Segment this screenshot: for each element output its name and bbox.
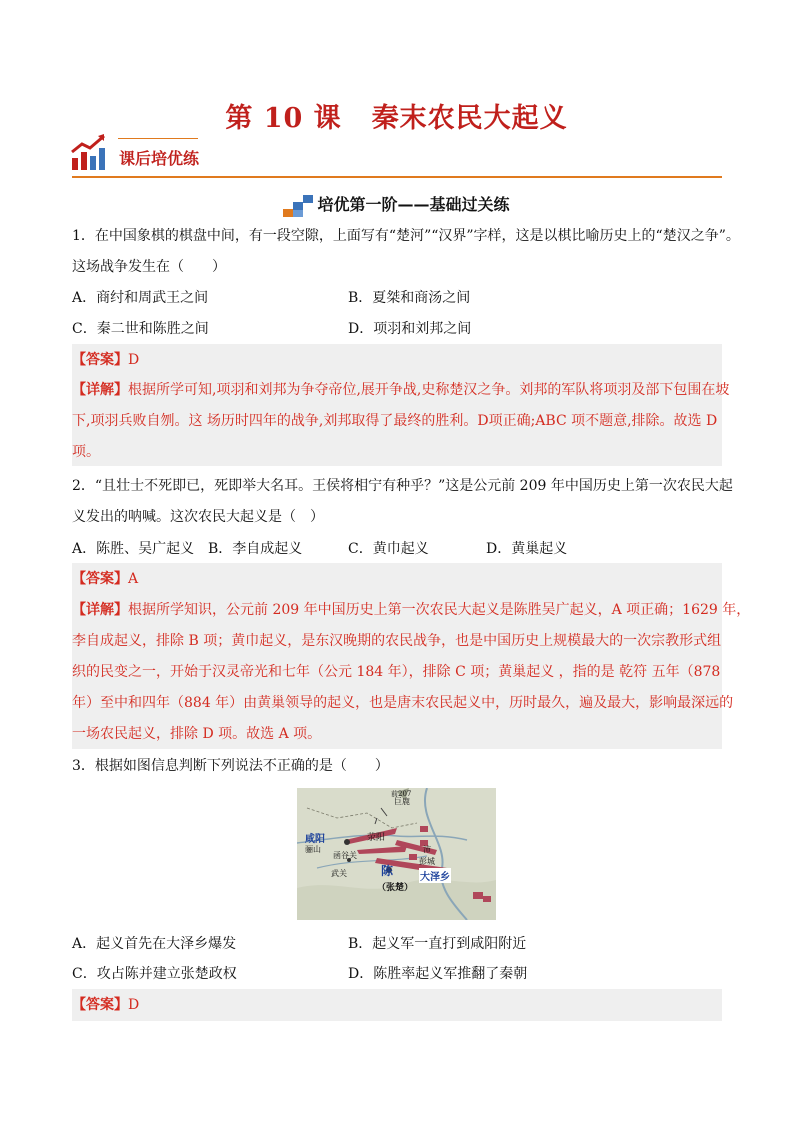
map-label-pengcheng: 彭城 bbox=[419, 857, 435, 866]
q1-answer-value: D bbox=[128, 352, 140, 368]
q1-stem-line-1: 1．在中国象棋的棋盘中间，有一段空隙，上面写有“楚河”“汉界”字样，这是以棋比喻历史上的“楚汉之争”。 bbox=[72, 228, 740, 244]
q1-option-d: D．项羽和刘邦之间 bbox=[348, 321, 472, 337]
q2-option-c: C．黄巾起义 bbox=[348, 541, 429, 557]
map-label-wuguan: 武关 bbox=[331, 869, 347, 878]
header-accent-line bbox=[118, 138, 198, 139]
q1-option-b: B．夏桀和商汤之间 bbox=[348, 290, 471, 306]
map-label-lishan: 骊山 bbox=[305, 845, 321, 854]
map-label-year: 前207 bbox=[391, 790, 412, 798]
lesson-number: 第 10 课 bbox=[225, 103, 342, 134]
q2-detail-line-3: 织的民变之一，开始于汉灵帝光和七年（公元 184 年），排除 C 项；黄巢起义 ，指的是 乾符 五年（878 bbox=[72, 664, 721, 680]
q2-detail-line-2: 李自成起义，排除 B 项；黄巾起义，是东汉晚期的农民战争，也是中国历史上规模最大的一次宗教形式组 bbox=[72, 633, 722, 649]
q1-option-c: C．秦二世和陈胜之间 bbox=[72, 321, 209, 337]
q1-detail-line-2: 下,项羽兵败自刎。这 场历时四年的战争,刘邦取得了最终的胜利。D项正确;ABC 项不题意,排除。故选 D bbox=[72, 413, 718, 429]
q2-stem-line-1: 2．“且壮士不死即已，死即举大名耳。王侯将相宁有种乎？”这是公元前 209 年中国历史上第一次农民大起 bbox=[72, 478, 733, 494]
q2-detail-label: 【详解】 bbox=[72, 602, 128, 618]
q3-stem-line-1: 3．根据如图信息判断下列说法不正确的是（ ） bbox=[72, 758, 389, 774]
q3-option-b: B．起义军一直打到咸阳附近 bbox=[348, 936, 527, 952]
q3-answer bbox=[72, 995, 722, 1015]
map-label-zhangchu: （张楚） bbox=[377, 883, 414, 893]
q2-detail-line-5: 一场农民起义，排除 D 项。故选 A 项。 bbox=[72, 726, 322, 742]
stairs-icon bbox=[283, 195, 313, 217]
map-label-xianyang: 咸阳 bbox=[305, 834, 325, 845]
q3-answer-value: D bbox=[128, 997, 140, 1013]
q1-detail-label: 【详解】 bbox=[72, 382, 128, 398]
q2-detail-line-1: 【详解】根据所学知识，公元前 209 年中国历史上第一次农民大起义是陈胜吴广起义，A 项正确；1629 年， bbox=[72, 602, 751, 618]
q1-option-a: A．商纣和周武王之间 bbox=[72, 290, 209, 306]
q1-stem-line-2: 这场战争发生在（ ） bbox=[72, 259, 226, 275]
stage-title: 培优第一阶——基础过关练 bbox=[317, 195, 510, 214]
q3-option-c: C．攻占陈并建立张楚政权 bbox=[72, 966, 237, 982]
q2-answer bbox=[72, 569, 722, 589]
lesson-name: 秦末农民大起义 bbox=[371, 103, 568, 134]
map-label-xingyang: 荥阳 bbox=[367, 833, 386, 843]
map-label-pei: 沛 bbox=[423, 845, 431, 854]
map-graphic bbox=[297, 788, 496, 920]
q1-answer-label: 【答案】 bbox=[72, 352, 128, 368]
q2-answer-box bbox=[72, 563, 751, 749]
map-label-dazexiang: 大泽乡 bbox=[419, 868, 451, 883]
uprising-map bbox=[297, 788, 496, 920]
q2-option-b: B．李自成起义 bbox=[208, 541, 303, 557]
header-rule bbox=[72, 176, 722, 178]
q1-answer bbox=[72, 350, 722, 370]
q1-detail-line-3: 项。 bbox=[72, 444, 100, 460]
q2-detail-line-4: 年）至中和四年（884 年）由黄巢领导的起义，也是唐末农民起义中，历时最久，遍及最大，影响最深远的 bbox=[72, 695, 734, 711]
rising-chart-icon bbox=[70, 132, 108, 172]
q1-detail-line-1: 【详解】根据所学可知,项羽和刘邦为争夺帝位,展开争战,史称楚汉之争。刘邦的军队将项羽及部下包围在坡 bbox=[72, 382, 730, 398]
q3-option-d: D．陈胜率起义军推翻了秦朝 bbox=[348, 966, 528, 982]
q2-answer-label: 【答案】 bbox=[72, 571, 128, 587]
q2-stem-line-2: 义发出的呐喊。这次农民大起义是（ ） bbox=[72, 509, 324, 525]
q3-answer-label: 【答案】 bbox=[72, 997, 128, 1013]
section-label: 课后培优练 bbox=[119, 149, 200, 168]
map-label-chen: 陈 bbox=[381, 864, 394, 878]
page-title bbox=[0, 96, 793, 135]
q2-answer-value: A bbox=[128, 571, 139, 587]
stage-title-row bbox=[0, 192, 793, 217]
q2-option-a: A．陈胜、吴广起义 bbox=[72, 541, 195, 557]
q3-option-a: A．起义首先在大泽乡爆发 bbox=[72, 936, 237, 952]
map-label-hanguguan: 函谷关 bbox=[333, 851, 357, 860]
q2-option-d: D．黄巢起义 bbox=[486, 541, 568, 557]
map-label-julu: 巨鹿 bbox=[394, 797, 410, 806]
